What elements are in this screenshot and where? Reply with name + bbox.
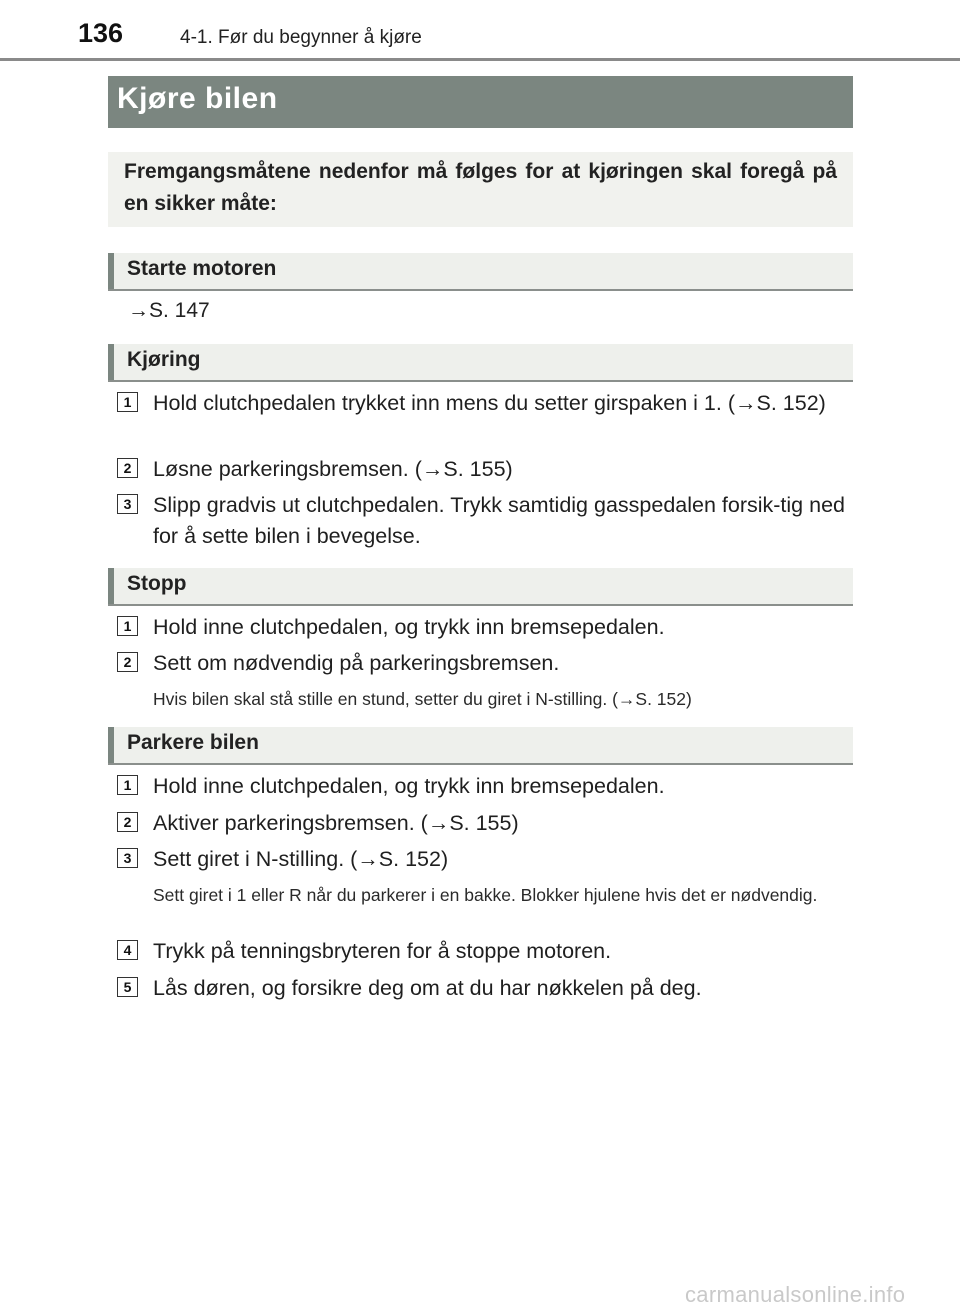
section-header-parking	[108, 727, 853, 765]
step-number-badge: 2	[117, 652, 138, 672]
step-number-badge: 1	[117, 775, 138, 795]
section-header-driving	[108, 344, 853, 382]
step-number-badge: 3	[117, 494, 138, 514]
page-number: 136	[78, 18, 124, 48]
page-header	[0, 0, 960, 62]
chapter-title: 4-1. Før du begynner å kjøre	[180, 27, 422, 48]
section-title: Starte motoren	[127, 257, 277, 280]
step-text: Løsne parkeringsbremsen. (→S. 155)	[153, 457, 513, 481]
section-title: Parkere bilen	[127, 731, 259, 754]
note-text: Hvis bilen skal stå stille en stund, setter du giret i N-stilling. (→S. 152)	[153, 689, 692, 709]
step-number-badge: 2	[117, 458, 138, 478]
step-text: Lås døren, og forsikre deg om at du har nøkkelen på deg.	[153, 976, 702, 1000]
step-number-badge: 1	[117, 392, 138, 412]
step-text: Sett giret i N-stilling. (→S. 152)	[153, 847, 449, 871]
intro-box	[108, 152, 853, 227]
title-bar	[108, 76, 853, 128]
step-text: Hold inne clutchpedalen, og trykk inn bremsepedalen.	[153, 774, 665, 798]
step-text: Hold clutchpedalen trykket inn mens du setter girspaken i 1. (→S. 152)	[153, 391, 826, 415]
step-text: Trykk på tenningsbryteren for å stoppe motoren.	[153, 939, 612, 963]
page-title: Kjøre bilen	[117, 82, 278, 115]
section-header-stop	[108, 568, 853, 606]
step-number-badge: 3	[117, 848, 138, 868]
step-number-badge: 4	[117, 940, 138, 960]
step-text: Hold inne clutchpedalen, og trykk inn bremsepedalen.	[153, 615, 665, 639]
step-text: Sett om nødvendig på parkeringsbremsen.	[153, 651, 560, 675]
step-number-badge: 1	[117, 616, 138, 636]
note-text: Sett giret i 1 eller R når du parkerer i en bakke. Blokker hjulene hvis det er nødvendig.	[153, 885, 818, 905]
step-number-badge: 2	[117, 812, 138, 832]
section-title: Kjøring	[127, 348, 201, 371]
watermark: carmanualsonline.info	[685, 1282, 906, 1307]
step-number-badge: 5	[117, 977, 138, 997]
section-title: Stopp	[127, 572, 187, 595]
intro-text: Fremgangsmåtene nedenfor må følges for at kjøringen skal foregå på en sikker måte:	[124, 160, 837, 215]
section-header-start-engine	[108, 253, 853, 291]
header-rule	[0, 58, 960, 61]
step-text: Aktiver parkeringsbremsen. (→S. 155)	[153, 811, 519, 835]
page-reference-link[interactable]: →S. 147	[128, 299, 210, 322]
step-text: Slipp gradvis ut clutchpedalen. Trykk samtidig gasspedalen forsik-tig ned for å sette bilen i bevegelse.	[153, 493, 845, 548]
